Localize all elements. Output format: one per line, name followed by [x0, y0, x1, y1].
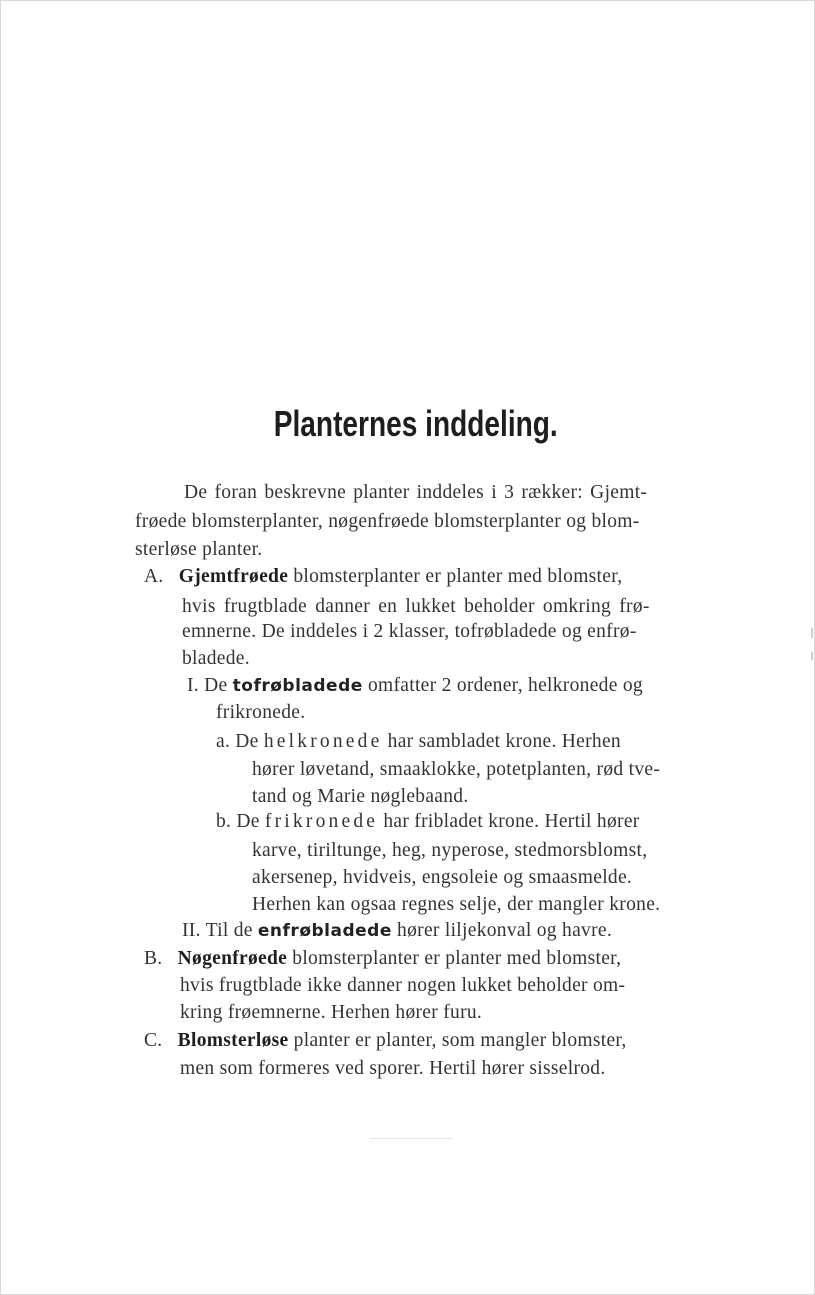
paragraph-line: Herhen kan ogsaa regnes selje, der mangler krone. [252, 894, 661, 915]
paragraph-line: sterløse planter. [135, 539, 263, 560]
footer-rule [370, 1138, 452, 1139]
paragraph-line: karve, tiriltunge, heg, nyperose, stedmorsblomst, [252, 840, 648, 861]
term-heading: Nøgenfrøede [177, 948, 288, 969]
paragraph-text: planter er planter, som mangler blomster, [288, 1030, 627, 1051]
margin-mark [811, 628, 813, 638]
paragraph-text: b. De [216, 811, 265, 832]
section-label: A. [144, 566, 164, 587]
paragraph-text: I. De [187, 675, 233, 696]
paragraph-line: akersenep, hvidveis, engsoleie og smaasmelde. [252, 867, 633, 888]
section-b-line [144, 948, 621, 970]
paragraph-text: har fribladet krone. Hertil hører [378, 811, 640, 832]
paragraph-text: blomsterplanter er planter med blomster, [288, 566, 623, 587]
paragraph-line: De foran beskrevne planter inddeles i 3 rækker: Gjemt- [184, 482, 648, 503]
paragraph-line: kring frøemnerne. Herhen hører furu. [180, 1002, 483, 1023]
term-heading: Blomsterløse [177, 1030, 289, 1051]
paragraph-text: II. Til de [182, 920, 258, 941]
term-heading: enfrøbladede [257, 921, 392, 941]
paragraph-text: omfatter 2 ordener, helkronede og [362, 675, 643, 696]
term-heading: frikronede [264, 811, 379, 832]
page-title: Planternes inddeling. [273, 403, 558, 444]
paragraph-text: blomsterplanter er planter med blomster, [287, 948, 622, 969]
order-a-line [216, 731, 621, 753]
paragraph-line: emnerne. De inddeles i 2 klasser, tofrøbladede og enfrø- [182, 621, 637, 642]
paragraph-line: hører løvetand, smaaklokke, potetplanten, rød tve- [252, 759, 661, 780]
order-b-line [216, 811, 640, 833]
class-ii-line [182, 920, 612, 942]
paragraph-line: frøede blomsterplanter, nøgenfrøede blomsterplanter og blom- [135, 511, 640, 532]
paragraph-line: hvis frugtblade danner en lukket beholder omkring frø- [182, 596, 650, 617]
margin-mark [811, 652, 813, 660]
section-a-line [144, 566, 622, 588]
section-label: C. [144, 1030, 163, 1051]
paragraph-line: tand og Marie nøglebaand. [252, 786, 469, 807]
section-c-line [144, 1030, 627, 1052]
class-i-line [187, 675, 643, 697]
paragraph-line: hvis frugtblade ikke danner nogen lukket beholder om- [180, 975, 626, 996]
paragraph-line: frikronede. [216, 702, 306, 723]
paragraph-text: har sambladet krone. Herhen [382, 731, 621, 752]
term-heading: tofrøbladede [232, 676, 363, 696]
term-heading: Gjemtfrøede [178, 566, 289, 587]
paragraph-line: men som formeres ved sporer. Hertil hører sisselrod. [180, 1058, 606, 1079]
paragraph-line: bladede. [182, 648, 250, 669]
section-label: B. [144, 948, 163, 969]
paragraph-text: hører liljekonval og havre. [391, 920, 612, 941]
paragraph-text: a. De [216, 731, 264, 752]
term-heading: helkronede [263, 731, 383, 752]
